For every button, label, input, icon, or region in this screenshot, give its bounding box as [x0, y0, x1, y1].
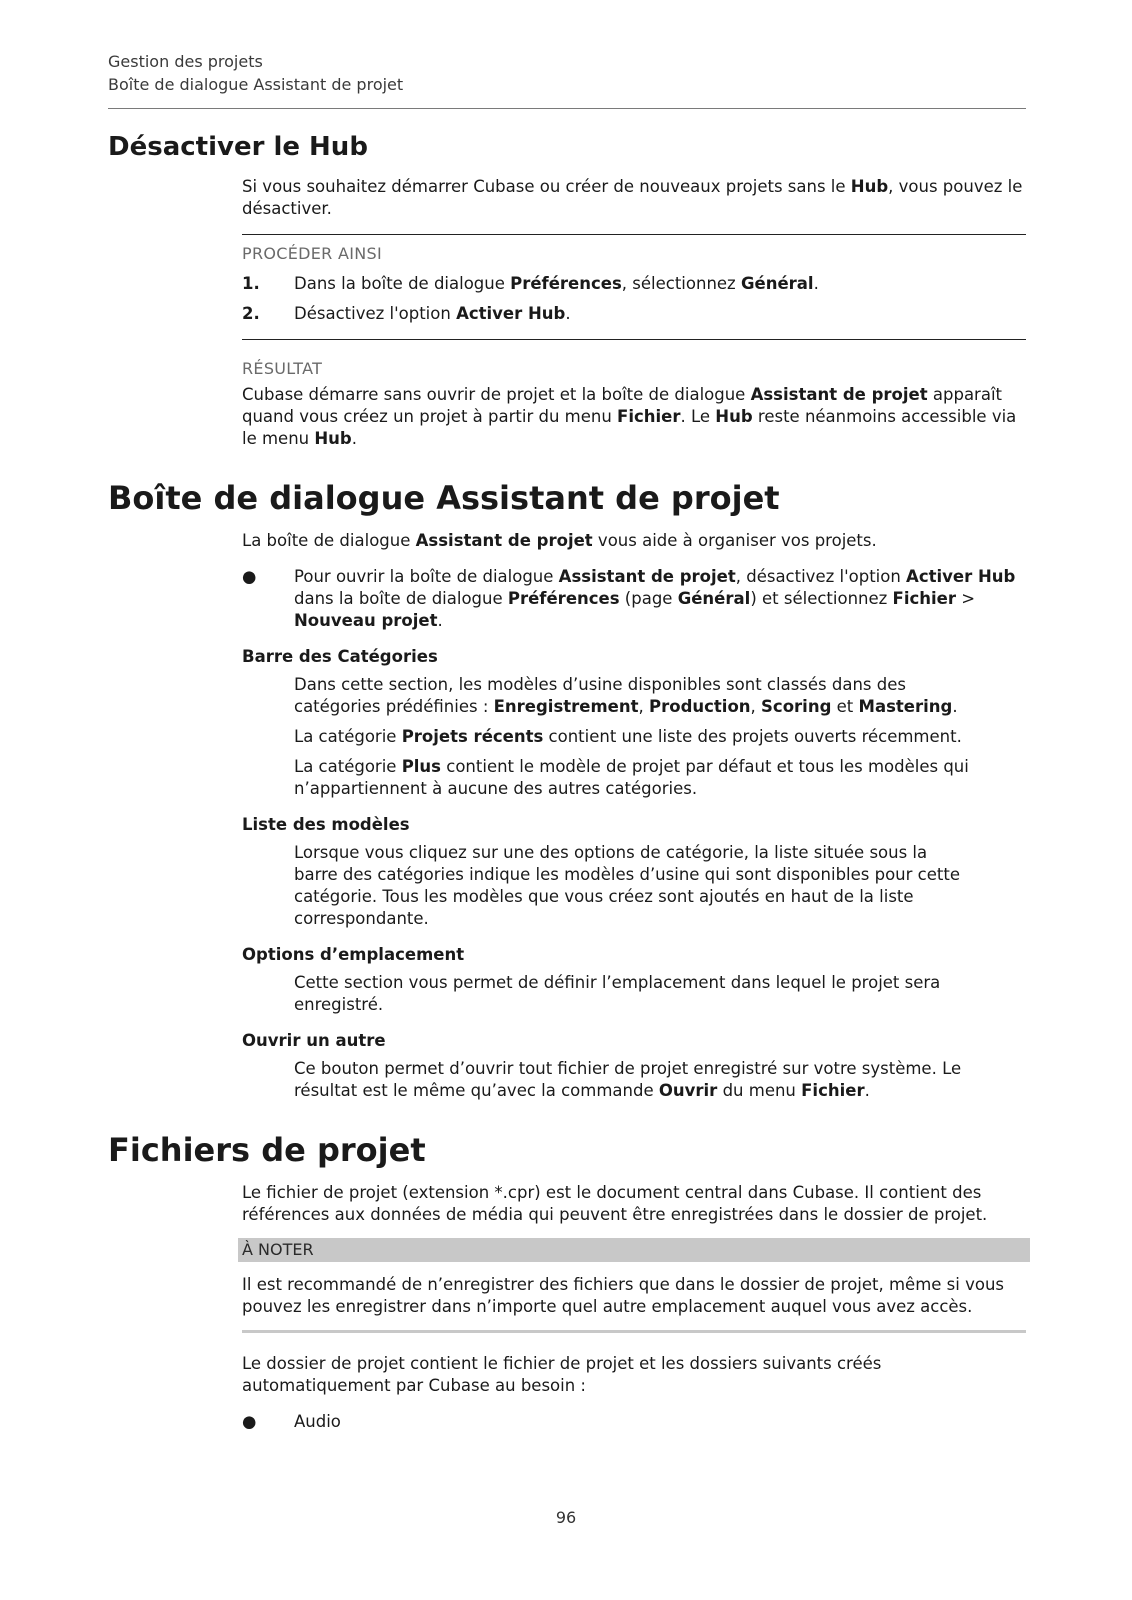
- bullet-dot: ●: [242, 567, 257, 586]
- step-text: Désactivez l'option Activer Hub.: [294, 304, 571, 323]
- step-number: 1.: [242, 274, 260, 293]
- step-text: Dans la boîte de dialogue Préférences, sélectionnez Général.: [294, 274, 819, 293]
- term-template-list: Liste des modèles: [242, 815, 410, 834]
- intro-paragraph: La boîte de dialogue Assistant de projet vous aide à organiser vos projets.: [242, 531, 877, 550]
- section-body-project-files: [242, 1182, 1026, 1433]
- section-title-disable-hub: Désactiver le Hub: [108, 132, 368, 162]
- header-chapter: Gestion des projets: [108, 52, 263, 71]
- note-label: À NOTER: [238, 1238, 1030, 1262]
- step-item: [242, 273, 1026, 295]
- step-number: 2.: [242, 304, 260, 323]
- section-body-disable-hub: [242, 176, 1026, 450]
- procedure-divider: [242, 339, 1026, 340]
- running-header: [108, 50, 1026, 96]
- page-content: [108, 130, 1026, 1433]
- note-paragraph: Il est recommandé de n’enregistrer des fichiers que dans le dossier de projet, même si vous pouvez les enregistrer dans n’importe quel autre emplacement auquel vous avez accès.: [242, 1274, 1026, 1333]
- section-title-project-assistant: Boîte de dialogue Assistant de projet: [108, 479, 780, 517]
- header-section: Boîte de dialogue Assistant de projet: [108, 75, 404, 94]
- term-definition: La catégorie Plus contient le modèle de projet par défaut et tous les modèles qui n’appartiennent à aucune des autres catégories.: [294, 757, 969, 798]
- bullet-item: [242, 566, 1026, 632]
- term-definition: Dans cette section, les modèles d’usine disponibles sont classés dans des catégories prédéfinies : Enregistrement, Production, Scoring et Mastering.: [294, 675, 958, 716]
- term-location-options: Options d’emplacement: [242, 945, 465, 964]
- term-definition: Cette section vous permet de définir l’emplacement dans lequel le projet sera enregistré.: [294, 973, 941, 1014]
- bullet-text: Audio: [294, 1412, 341, 1431]
- intro-paragraph: Si vous souhaitez démarrer Cubase ou créer de nouveaux projets sans le Hub, vous pouvez le désactiver.: [242, 177, 1023, 218]
- procedure-label: PROCÉDER AINSI: [242, 234, 1026, 265]
- result-paragraph: Cubase démarre sans ouvrir de projet et la boîte de dialogue Assistant de projet apparaît quand vous créez un projet à partir du menu Fichier. Le Hub reste néanmoins accessible via le menu Hub.: [242, 385, 1017, 448]
- term-definition: La catégorie Projets récents contient une liste des projets ouverts récemment.: [294, 727, 962, 746]
- term-categories-bar: Barre des Catégories: [242, 647, 438, 666]
- page-number: 96: [555, 1508, 577, 1527]
- step-item: [242, 303, 1026, 325]
- bullet-dot: ●: [242, 1412, 257, 1431]
- section-body-project-assistant: [242, 530, 1026, 1102]
- section-title-project-files: Fichiers de projet: [108, 1131, 426, 1169]
- after-note-paragraph: Le dossier de projet contient le fichier de projet et les dossiers suivants créés automatiquement par Cubase au besoin :: [242, 1354, 882, 1395]
- term-definition: Lorsque vous cliquez sur une des options de catégorie, la liste située sous la barre des catégories indique les modèles d’usine qui sont disponibles pour cette catégorie. Tous les modèles que vous créez sont ajoutés en haut de la liste correspondante.: [294, 843, 960, 928]
- header-divider: [108, 108, 1026, 109]
- term-definition: Ce bouton permet d’ouvrir tout fichier de projet enregistré sur votre système. Le résultat est le même qu’avec la commande Ouvrir du menu Fichier.: [294, 1059, 962, 1100]
- bullet-text: Pour ouvrir la boîte de dialogue Assistant de projet, désactivez l'option Activer Hub dans la boîte de dialogue Préférences (page Général) et sélectionnez Fichier > Nouveau projet.: [294, 567, 1016, 630]
- intro-paragraph: Le fichier de projet (extension *.cpr) est le document central dans Cubase. Il contient des références aux données de média qui peuvent être enregistrées dans le dossier de projet.: [242, 1183, 988, 1224]
- bullet-item: [242, 1411, 1026, 1433]
- term-open-other: Ouvrir un autre: [242, 1031, 386, 1050]
- result-label: RÉSULTAT: [242, 359, 323, 378]
